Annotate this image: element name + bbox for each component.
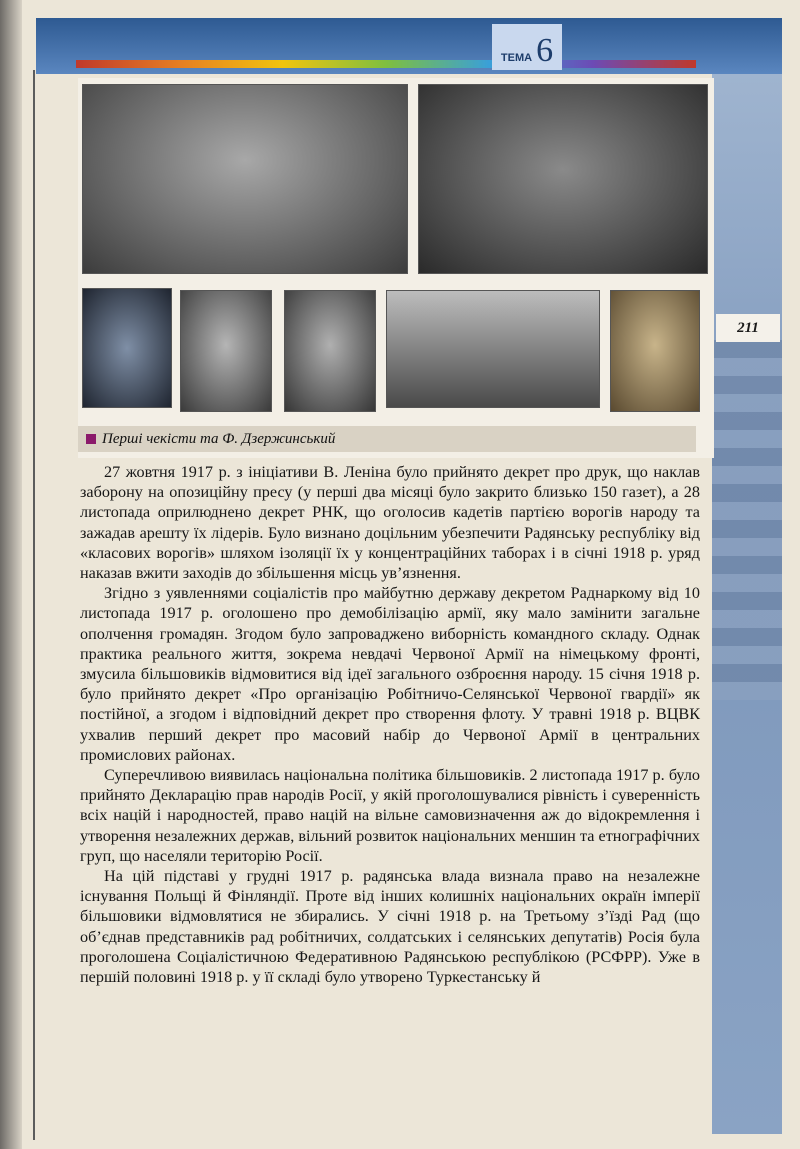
paragraph: 27 жовтня 1917 р. з ініціативи В. Леніна було прийнято декрет про друк, що наклав заборону на опозиційну пресу (у перші два місяці було закрито близько 150 газет), а 28 листопада оприлюднено декрет РНК, що оголосив кадетів партією ворогів народу та зажадав арешту їх лідерів. Було визнано доцільним убезпечити Радянську республіку від «класових ворогів» шляхом ізоляції їх у концентраційних таборах і в січні 1918 р. уряд наказав вжити заходів до збільшення місць ув’язнення. <box>80 463 700 583</box>
page-number: 211 <box>737 319 759 336</box>
page-binding-shadow <box>0 0 22 1149</box>
body-text <box>80 462 700 987</box>
caption-marker-icon <box>86 434 96 444</box>
paragraph: Суперечливою виявилась національна політика більшовиків. 2 листопада 1917 р. було прийнято Декларацію прав народів Росії, у якій проголошувалися рівність і суверенність всіх націй і народностей, право націй на вільне самовизначення аж до відокремлення і утворення незалежних держав, вільний розвиток національних меншин та етнографічних груп, що населяли територію Росії. <box>80 766 700 865</box>
page-number-box <box>716 314 780 342</box>
photo-portrait-left <box>180 290 272 412</box>
photo-soldier-seated <box>610 290 700 412</box>
topic-badge <box>492 24 562 70</box>
paragraph: На цій підставі у грудні 1917 р. радянська влада визнала право на незалежне існування Польщі й Фінляндії. Проте від інших колишніх національних окраїн імперії більшовики відмовлятися не збирались. У січні 1918 р. на Третьому з’їзді Рад (що об’єднав представників рад робітничих, солдатських і селянських депутатів) Росія була проголошена Соціалістичною Федеративною Радянською республікою (РСФРР). Уже в першій половині 1918 р. у її складі було утворено Туркестанську й <box>80 867 700 987</box>
figure-caption <box>78 426 696 452</box>
header-color-stripe <box>76 60 696 68</box>
photo-group-chekists <box>418 84 708 274</box>
topic-label: ТЕМА <box>500 52 533 64</box>
side-strip-photo <box>712 340 782 700</box>
photo-dzerzhinsky-at-desk <box>82 84 408 274</box>
topic-number: 6 <box>536 32 554 69</box>
photo-soldiers-parade <box>386 290 600 408</box>
caption-text: Перші чекісти та Ф. Дзержинський <box>102 430 336 447</box>
photo-cheka-badge <box>82 288 172 408</box>
photo-portrait-right <box>284 290 376 412</box>
paragraph: Згідно з уявленнями соціалістів про майбутню державу декретом Раднаркому від 10 листопада 1917 р. оголошено про демобілізацію армії, яку мало замінити загальне ополчення громадян. Згодом було запроваджено виборність командного складу. Однак практика реального життя, зокрема невдачі Червоної Армії на німецькому фронті, змусила більшовиків відмовитися від ідеї загального озброєння народу. 15 січня 1918 р. було прийнято декрет «Про організацію Робітничо-Селянської Червоної гвардії» як постійної, а згодом і відповідний декрет про створення флоту. У травні 1918 р. ВЦВК ухвалив перший декрет про масовий набір до Червоної Армії в центральних промислових районах. <box>80 584 700 764</box>
page-edge-line <box>33 70 35 1140</box>
